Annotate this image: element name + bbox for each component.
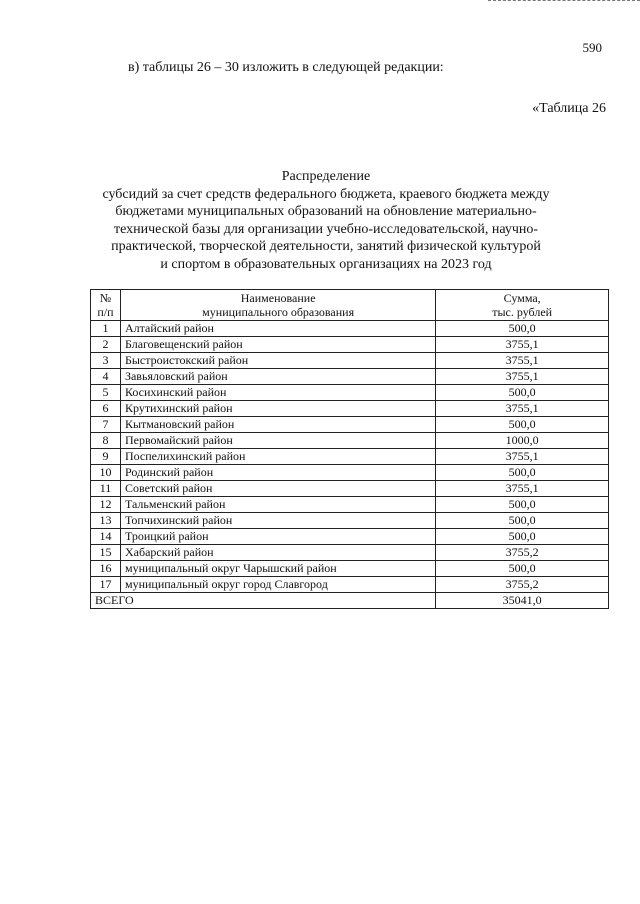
row-name: Хабарский район (120, 545, 435, 561)
row-sum: 3755,1 (436, 449, 609, 465)
row-name: Благовещенский район (120, 337, 435, 353)
distribution-table (90, 289, 609, 609)
table-row (91, 401, 609, 417)
row-num: 16 (91, 561, 121, 577)
row-num: 14 (91, 529, 121, 545)
table-row (91, 481, 609, 497)
heading-line: Распределение (281, 169, 371, 184)
table-row (91, 449, 609, 465)
row-sum: 500,0 (436, 385, 609, 401)
table-row (91, 385, 609, 401)
total-row (91, 593, 609, 609)
row-sum: 500,0 (436, 529, 609, 545)
heading-line: и спортом в образовательных организациях на 2023 год (160, 256, 492, 272)
row-name: Алтайский район (120, 321, 435, 337)
table-row (91, 577, 609, 593)
row-num: 5 (91, 385, 121, 401)
header-num-line2: п/п (97, 305, 114, 319)
row-sum: 3755,1 (436, 369, 609, 385)
row-sum: 500,0 (436, 513, 609, 529)
table-row (91, 561, 609, 577)
row-sum: 3755,1 (436, 401, 609, 417)
total-sum: 35041,0 (436, 593, 609, 609)
row-name: Поспелихинский район (120, 449, 435, 465)
row-sum: 3755,1 (436, 337, 609, 353)
row-sum: 3755,1 (436, 481, 609, 497)
heading-line: практической, творческой деятельности, занятий физической культурой (111, 239, 541, 254)
row-name: Кытмановский район (120, 417, 435, 433)
row-num: 17 (91, 577, 121, 593)
row-num: 15 (91, 545, 121, 561)
header-name-line1: Наименование (240, 291, 316, 305)
header-num (91, 290, 121, 321)
row-num: 7 (91, 417, 121, 433)
total-label: ВСЕГО (91, 593, 436, 609)
row-num: 12 (91, 497, 121, 513)
intro-text: в) таблицы 26 – 30 изложить в следующей редакции: (128, 60, 444, 75)
row-name: муниципальный округ Чарышский район (120, 561, 435, 577)
row-num: 3 (91, 353, 121, 369)
row-name: Быстроистокский район (120, 353, 435, 369)
row-name: Родинский район (120, 465, 435, 481)
table-row (91, 353, 609, 369)
table-row (91, 433, 609, 449)
row-sum: 3755,2 (436, 577, 609, 593)
row-num: 11 (91, 481, 121, 497)
row-num: 10 (91, 465, 121, 481)
table-row (91, 497, 609, 513)
row-name: Тальменский район (120, 497, 435, 513)
table-row (91, 369, 609, 385)
table-row (91, 465, 609, 481)
header-name (120, 290, 435, 321)
table-row (91, 513, 609, 529)
row-sum: 500,0 (436, 417, 609, 433)
heading-line: бюджетами муниципальных образований на обновление материально- (115, 204, 537, 219)
heading-line: технической базы для организации учебно-исследовательской, научно- (113, 221, 539, 237)
header-sum-line1: Сумма, (503, 291, 541, 305)
row-num: 9 (91, 449, 121, 465)
row-name: муниципальный округ город Славгород (120, 577, 435, 593)
table-heading (90, 168, 562, 273)
table-row (91, 529, 609, 545)
row-num: 2 (91, 337, 121, 353)
row-name: Троицкий район (120, 529, 435, 545)
header-num-line1: № (99, 291, 112, 305)
row-sum: 3755,2 (436, 545, 609, 561)
row-sum: 1000,0 (436, 433, 609, 449)
header-name-line2: муниципального образования (202, 305, 355, 319)
row-sum: 500,0 (436, 465, 609, 481)
row-num: 13 (91, 513, 121, 529)
row-name: Завьяловский район (120, 369, 435, 385)
row-name: Косихинский район (120, 385, 435, 401)
row-num: 6 (91, 401, 121, 417)
table-reference: «Таблица 26 (532, 101, 606, 116)
row-sum: 500,0 (436, 321, 609, 337)
table-header-row (91, 290, 609, 321)
row-num: 1 (91, 321, 121, 337)
row-sum: 500,0 (436, 561, 609, 577)
header-sum-line2: тыс. рублей (492, 305, 553, 319)
row-name: Советский район (120, 481, 435, 497)
top-dashed-rule (488, 0, 640, 1)
row-num: 8 (91, 433, 121, 449)
table-row (91, 321, 609, 337)
table-row (91, 545, 609, 561)
row-name: Первомайский район (120, 433, 435, 449)
header-sum (436, 290, 609, 321)
page-number: 590 (582, 40, 602, 55)
table-row (91, 337, 609, 353)
row-num: 4 (91, 369, 121, 385)
row-name: Крутихинский район (120, 401, 435, 417)
heading-line: субсидий за счет средств федерального бюджета, краевого бюджета между (102, 186, 550, 202)
row-sum: 3755,1 (436, 353, 609, 369)
row-name: Топчихинский район (120, 513, 435, 529)
row-sum: 500,0 (436, 497, 609, 513)
table-row (91, 417, 609, 433)
